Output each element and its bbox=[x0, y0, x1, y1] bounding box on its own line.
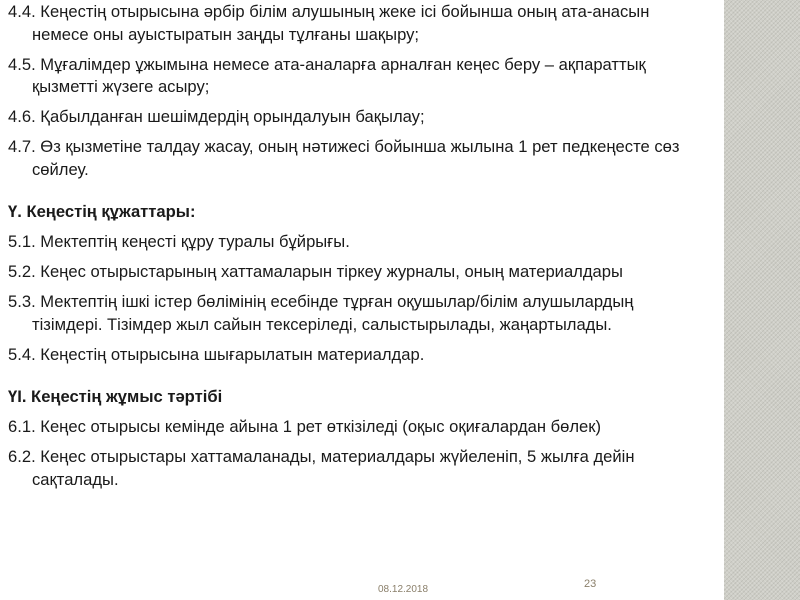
item-5-1: 5.1. Мектептің кеңесті құру туралы бұйрығы. bbox=[8, 232, 350, 251]
item-4-4: 4.4. Кеңестің отырысына әрбір білім алушының жеке ісі бойынша оның ата-анасын немесе оны ауыстыратын заңды тұлғаны шақыру; bbox=[8, 2, 650, 44]
item-4-7: 4.7. Өз қызметіне талдау жасау, оның нәтижесі бойынша жылына 1 рет педкеңесте сөз сөйлеу. bbox=[8, 137, 680, 179]
item-4-6: 4.6. Қабылданған шешімдердің орындалуын бақылау; bbox=[8, 107, 425, 126]
item-5-4: 5.4. Кеңестің отырысына шығарылатын материалдар. bbox=[8, 344, 425, 364]
slide-body bbox=[8, 1, 704, 499]
decorative-side-band bbox=[724, 0, 800, 600]
item-6-1: 6.1. Кеңес отырысы кемінде айына 1 рет өткізіледі (оқыс оқиғалардан бөлек) bbox=[8, 417, 602, 436]
section-5-heading: Ү. Кеңестің құжаттары: bbox=[8, 202, 196, 221]
item-4-5: 4.5. Мұғалімдер ұжымына немесе ата-аналарға арналған кеңес беру – ақпараттық қызметті жүзеге асыру; bbox=[8, 54, 646, 96]
page-number: 23 bbox=[584, 578, 597, 590]
section-6-heading: ҮІ. Кеңестің жұмыс тәртібі bbox=[8, 387, 223, 406]
footer-date: 08.12.2018 bbox=[378, 584, 429, 595]
item-5-2: 5.2. Кеңес отырыстарының хаттамаларын тіркеу журналы, оның материалдары bbox=[8, 262, 623, 281]
item-5-3: 5.3. Мектептің ішкі істер бөлімінің есебінде тұрған оқушылар/білім алушылардың тізімдері. Тізімдер жыл сайын тексеріледі, салыстырылады, жаңартылады. bbox=[8, 292, 634, 334]
item-6-2: 6.2. Кеңес отырыстары хаттамаланады, материалдары жүйеленіп, 5 жылға дейін сақталады. bbox=[8, 447, 635, 489]
